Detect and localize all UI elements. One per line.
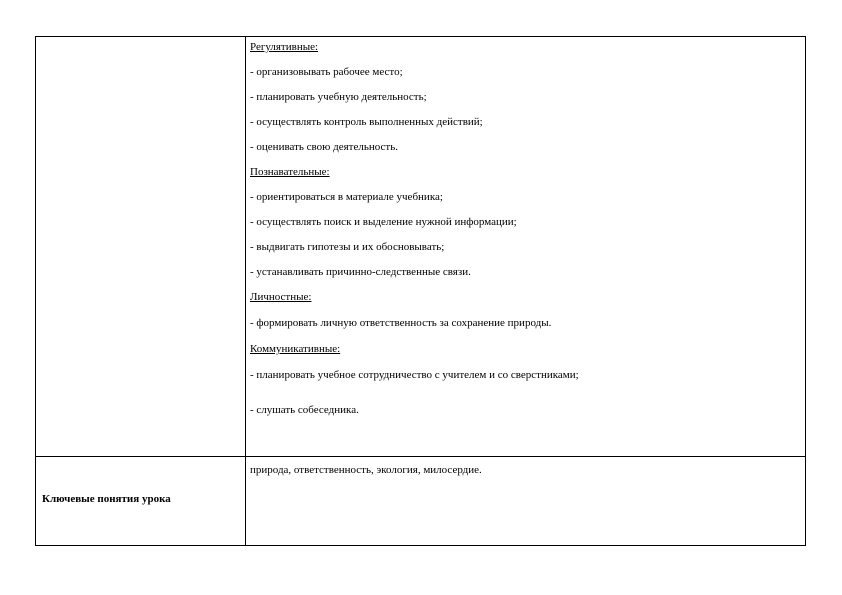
cognitive-heading: Познавательные:	[250, 166, 330, 178]
lesson-plan-table	[35, 36, 806, 546]
personal-item: - формировать личную ответственность за сохранение природы.	[250, 317, 552, 329]
communicative-item: - планировать учебное сотрудничество с учителем и со сверстниками;	[250, 369, 579, 381]
communicative-item: - слушать собеседника.	[250, 404, 359, 416]
regulative-heading: Регулятивные:	[250, 41, 319, 53]
communicative-heading: Коммуникативные:	[250, 343, 341, 355]
key-concepts-value: природа, ответственность, экология, милосердие.	[250, 464, 482, 476]
cognitive-item: - выдвигать гипотезы и их обосновывать;	[250, 241, 445, 253]
regulative-item: - оценивать свою деятельность.	[250, 141, 398, 153]
cognitive-item: - осуществлять поиск и выделение нужной информации;	[250, 216, 517, 228]
key-concepts-label: Ключевые понятия урока	[42, 493, 171, 505]
cognitive-item: - ориентироваться в материале учебника;	[250, 191, 443, 203]
row-divider	[36, 456, 805, 457]
regulative-item: - осуществлять контроль выполненных действий;	[250, 116, 483, 128]
regulative-item: - планировать учебную деятельность;	[250, 91, 427, 103]
personal-heading: Личностные:	[250, 291, 312, 303]
regulative-item: - организовывать рабочее место;	[250, 66, 403, 78]
cognitive-item: - устанавливать причинно-следственные связи.	[250, 266, 471, 278]
column-divider	[245, 37, 246, 545]
